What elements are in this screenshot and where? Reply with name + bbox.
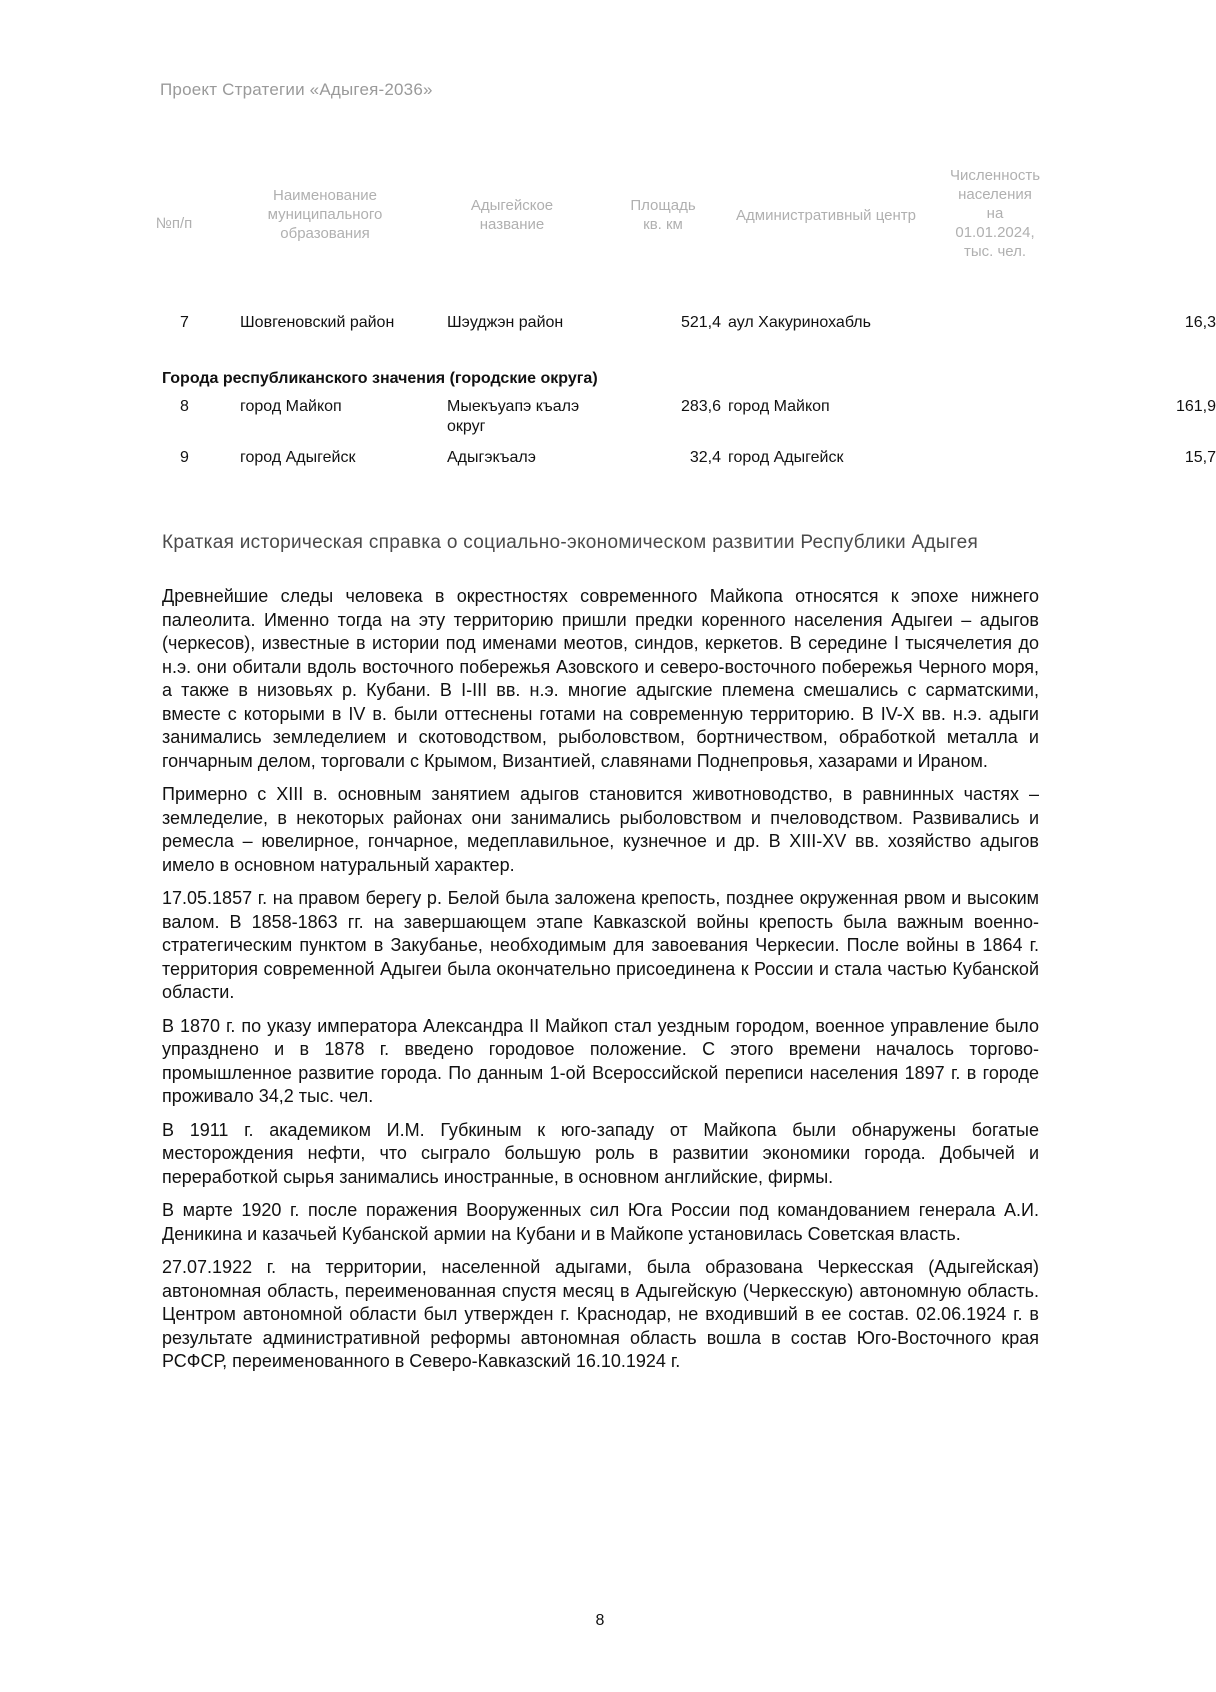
page-number: 8 (595, 1612, 605, 1629)
row-population: 161,9 (1175, 398, 1216, 415)
row-area: 521,4 (680, 314, 721, 331)
column-header-number: №п/п (155, 215, 193, 232)
paragraph: В 1870 г. по указу императора Александра II Майкоп стал уездным городом, военное управление было упразднено и в 1878 г. введено городовое положение. С этого времени началось торгово-промышленное развитие города. По данным 1-ой Всероссийской переписи населения 1897 г. в городе проживало 34,2 тыс. чел. (162, 1015, 1039, 1106)
column-header-admin-center: Административный центр (736, 207, 916, 224)
row-admin-center: город Адыгейск (728, 449, 844, 466)
column-header-population: Численность населения на 01.01.2024, тыс. чел. (949, 167, 1041, 260)
row-population: 15,7 (1184, 449, 1216, 466)
table-header (155, 167, 1041, 288)
paragraph: В марте 1920 г. после поражения Вооруженных сил Юга России под командованием генерала А.И. Деникина и казачьей Кубанской армии на Кубани и в Майкопе установилась Советская власть. (162, 1200, 1039, 1244)
row-adyghe-name: Шэуджэн район (447, 314, 564, 331)
table-group-label: Города республиканского значения (городские округа) (162, 370, 598, 387)
row-adyghe-name: Адыгэкъалэ (447, 449, 536, 466)
section-title: Краткая историческая справка о социально-экономическом развитии Республики Адыгея (162, 532, 979, 553)
document-header: Проект Стратегии «Адыгея-2036» (160, 80, 433, 99)
row-population: 16,3 (1184, 314, 1216, 331)
row-number: 7 (180, 314, 189, 331)
row-area: 32,4 (689, 449, 721, 466)
row-name: Шовгеновский район (240, 314, 395, 331)
section-body (162, 585, 1039, 1384)
row-name: город Майкоп (240, 398, 342, 415)
row-number: 8 (180, 398, 189, 415)
row-name: город Адыгейск (240, 449, 356, 466)
row-number: 9 (180, 449, 189, 466)
row-admin-center: аул Хакуринохабль (728, 314, 871, 331)
row-admin-center: город Майкоп (728, 398, 830, 415)
column-header-area: Площадь кв. км (630, 197, 696, 233)
row-adyghe-name: Мыекъуапэ къалэ округ (447, 398, 580, 435)
column-header-adyghe-name: Адыгейское название (470, 197, 554, 233)
paragraph: Примерно с XIII в. основным занятием адыгов становится животноводство, в равнинных частях – земледелие, в некоторых районах они занимались рыболовством и пчеловодством. Развивались и ремесла – ювелирное, гончарное, медеплавильное, кузнечное и др. В XIII-XV вв. хозяйство адыгов имело в основном натуральный характер. (162, 784, 1039, 875)
paragraph: Древнейшие следы человека в окрестностях современного Майкопа относятся к эпохе нижнего палеолита. Именно тогда на эту территорию пришли предки коренного населения Адыгеи – адыгов (черкесов), известные в истории под именами меотов, синдов, керкетов. В середине I тысячелетия до н.э. они обитали вдоль восточного побережья Азовского и северо-восточного побережья Черного моря, а также в низовьях р. Кубани. В I-III вв. н.э. многие адыгские племена смешались с сарматскими, вместе с которыми в IV в. были оттеснены готами на современную территорию. В IV-X вв. н.э. адыги занимались земледелием и скотоводством, рыболовством, бортничеством, обработкой металла и гончарным делом, торговали с Крымом, Византией, славянами Поднепровья, хазарами и Ираном. (162, 586, 1039, 771)
row-area: 283,6 (680, 398, 721, 415)
paragraph: В 1911 г. академиком И.М. Губкиным к юго-западу от Майкопа были обнаружены богатые месторождения нефти, что сыграло большую роль в развитии экономики города. Добычей и переработкой сырья занимались иностранные, в основном английские, фирмы. (162, 1119, 1039, 1187)
paragraph: 27.07.1922 г. на территории, населенной адыгами, была образована Черкесская (Адыгейская) автономная область, переименованная спустя месяц в Адыгейскую (Черкесскую) автономную область. Центром автономной области был утвержден г. Краснодар, не входивший в ее состав. 02.06.1924 г. в результате административной реформы автономная область вошла в состав Юго-Восточного края РСФСР, переименованного в Северо-Кавказский 16.10.1924 г. (162, 1257, 1039, 1371)
paragraph: 17.05.1857 г. на правом берегу р. Белой была заложена крепость, позднее окруженная рвом и высоким валом. В 1858-1863 гг. на завершающем этапе Кавказской войны крепость была важным военно-стратегическим пунктом в Закубанье, необходимым для завоевания Черкесии. После войны в 1864 г. территория современной Адыгеи была окончательно присоединена к России и стала частью Кубанской области. (162, 888, 1039, 1002)
column-header-name: Наименование муниципального образования (267, 187, 383, 242)
